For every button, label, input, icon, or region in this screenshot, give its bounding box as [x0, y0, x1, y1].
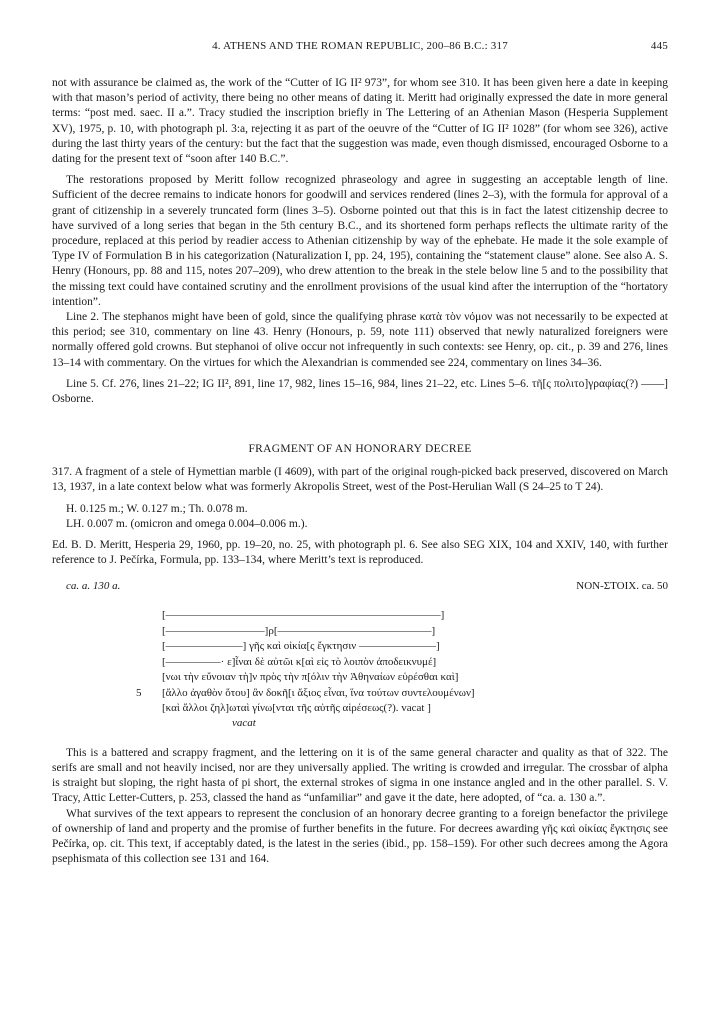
page-number: 445 — [650, 40, 668, 52]
commentary-section — [52, 746, 668, 868]
inscription-line: [––––––––––––––––––––––––––––––––––––––––––––––––––] — [162, 609, 445, 622]
section-title: FRAGMENT OF AN HONORARY DECREE — [248, 443, 472, 456]
inscription-text — [66, 608, 668, 731]
edition-note: Ed. B. D. Meritt, Hesperia 29, 1960, pp. 19–20, no. 25, with photograph pl. 6. See also SEG XIX, 104 and XXIV, 140, with further reference to J. Pečírka, Formula, pp. 133–134, where Meritt’s text is reproduced. — [52, 539, 668, 567]
inscription-line: [ἄλλο ἀγαθὸν ὅτου] ἂν δοκῆ[ι ἄξιος εἶναι, ἵνα τούτων συντελουμένων] — [162, 686, 475, 699]
vacat-mark: vacat — [232, 717, 256, 730]
inscription-line-5-row — [66, 686, 668, 701]
inscription-line: [καὶ ἄλλοι ζηλ]ωταὶ γίνω[νται τῆς αὐτῆς αἱρέσεως(?). vacat ] — [162, 701, 431, 714]
entry-description: 317. A fragment of a stele of Hymettian marble (I 4609), with part of the original rough-picked back preserved, discovered on March 13, 1937, in a late context below what was formerly Akropolis Street, west of the Post-Herulian Wall (S 24–25 to T 24). — [52, 466, 668, 494]
date: ca. a. 130 a. — [66, 580, 121, 593]
intro-paragraph: Line 2. The stephanos might have been of gold, since the qualifying phrase κατὰ τὸν νόμον was not necessarily to be expected at this period; see 310, commentary on line 43. Henry (Honours, p. 59, note 111) observed that newly naturalized foreigners were normally offered gold crowns. But stephanoi of olive occur not infrequently in such contexts: see Henry, op. cit., p. 39 and 276, lines 13–14 with commentary. On the virtues for which the Alexandrian is commended see 224, commentary on lines 34–36. — [52, 311, 668, 369]
inscription-line: [––––––––––· ε]ἶναι δὲ αὐτῶι κ[αὶ εἰς τὸ λοιπὸν ἀποδεικνυμέ] — [162, 655, 437, 668]
intro-paragraph: Line 5. Cf. 276, lines 21–22; IG II², 891, line 17, 982, lines 15–16, 984, lines 21–22, etc. Lines 5–6. τῆ[ς πολιτο]γραφίας(?) ––––] Osborne. — [52, 377, 668, 406]
inscription-line: [––––––––––––––] γῆς καὶ οἰκία[ς ἔγκτησιν ––––––––––––––] — [162, 640, 440, 653]
inscription-line: [––––––––––––––––––]ρ[––––––––––––––––––––––––––––] — [162, 624, 436, 637]
commentary-paragraph: This is a battered and scrappy fragment, and the lettering on it is of the same general character and quality as that of 322. The serifs are small and not heavily incised, nor are they universally applied. The writing is crowded and irregular. The crossbar of alpha is straight but sloping, the right hasta of pi short, the external strokes of sigma in one instance angled and in the other parallel. S. V. Tracy, Attic Letter-Cutters, p. 253, classed the hand as “unfamiliar” and gave it the date, here adopted, of “ca. a. 130 a.”. — [52, 746, 668, 805]
stoichedon-note: NON-ΣΤΟΙΧ. ca. 50 — [576, 580, 668, 593]
page — [52, 40, 668, 867]
measurements-letter-height: LH. 0.007 m. (omicron and omega 0.004–0.006 m.). — [66, 517, 308, 530]
inscription-line: [νωι τὴν εὔνοιαν τὴ]ν πρὸς τὴν π[όλιν τὴν Ἀθηναίων εὑρέσθαι καὶ] — [162, 671, 459, 684]
commentary-paragraph: What survives of the text appears to represent the conclusion of an honorary decree granting to a foreign benefactor the privilege of ownership of land and property and the promise of further benefits in the future. For decrees awarding γῆς καὶ οἰκίας ἔγκτησις see Pečírka, op. cit. This text, if acceptably dated, is the latest in the series (ibid., pp. 158–159). For other such decrees among the Agora psephismata of this collection see 131 and 164. — [52, 807, 668, 866]
date-line — [52, 580, 668, 596]
intro-paragraph: The restorations proposed by Meritt follow recognized phraseology and agree in suggesting an acceptable length of line. Sufficient of the decree remains to indicate honors for goodwill and services rendered (lines 2–3), with the formula for approval of a grant of citizenship in a severely truncated form (lines 3–5). Osborne pointed out that this is in fact the latest citizenship decree to have survived of a long series that began in the 5th century B.C., and its shortened form perhaps reflects the ultimate rarity of the procedure, replaced at this period by readier access to Athenian citizenship by way of the ephebate. He made it the sole example of Type IV of Formulation B in his categorization (Naturalization I, pp. 24, 195), containing the “statement clause” alone. See also A. S. Henry (Honours, pp. 88 and 115, notes 207–209), who drew attention to the break in the stele below line 5 and to the possibility that the missing text could have contained scrutiny and the enrollment provisions of the usual kind after the interruption of the “hortatory intention”. — [52, 174, 668, 308]
intro-section — [52, 76, 668, 407]
running-title: 4. ATHENS AND THE ROMAN REPUBLIC, 200–86 B.C.: 317 — [212, 40, 508, 52]
intro-paragraph: not with assurance be claimed as, the work of the “Cutter of IG II² 973”, for whom see 310. It has been given here a date in keeping with that mason’s period of activity, there being no other means of dating it. Meritt had originally expressed the date in more general terms: “post med. saec. II a.”. Tracy studied the inscription briefly in The Lettering of an Athenian Mason (Hesperia Supplement XV), 1975, p. 10, with photograph pl. 3:a, rejecting it as part of the oeuvre of the “Cutter of IG II² 1028” (for whom see 326), active during the last thirty years of the century: but the fact that the suggestion was made, even though dismissed, encouraged Osborne to a dating for the present text of “soon after 140 B.C.”. — [52, 77, 668, 166]
running-header — [52, 40, 668, 60]
line-number: 5 — [136, 686, 142, 699]
measurements-dimensions: H. 0.125 m.; W. 0.127 m.; Th. 0.078 m. — [66, 502, 248, 515]
